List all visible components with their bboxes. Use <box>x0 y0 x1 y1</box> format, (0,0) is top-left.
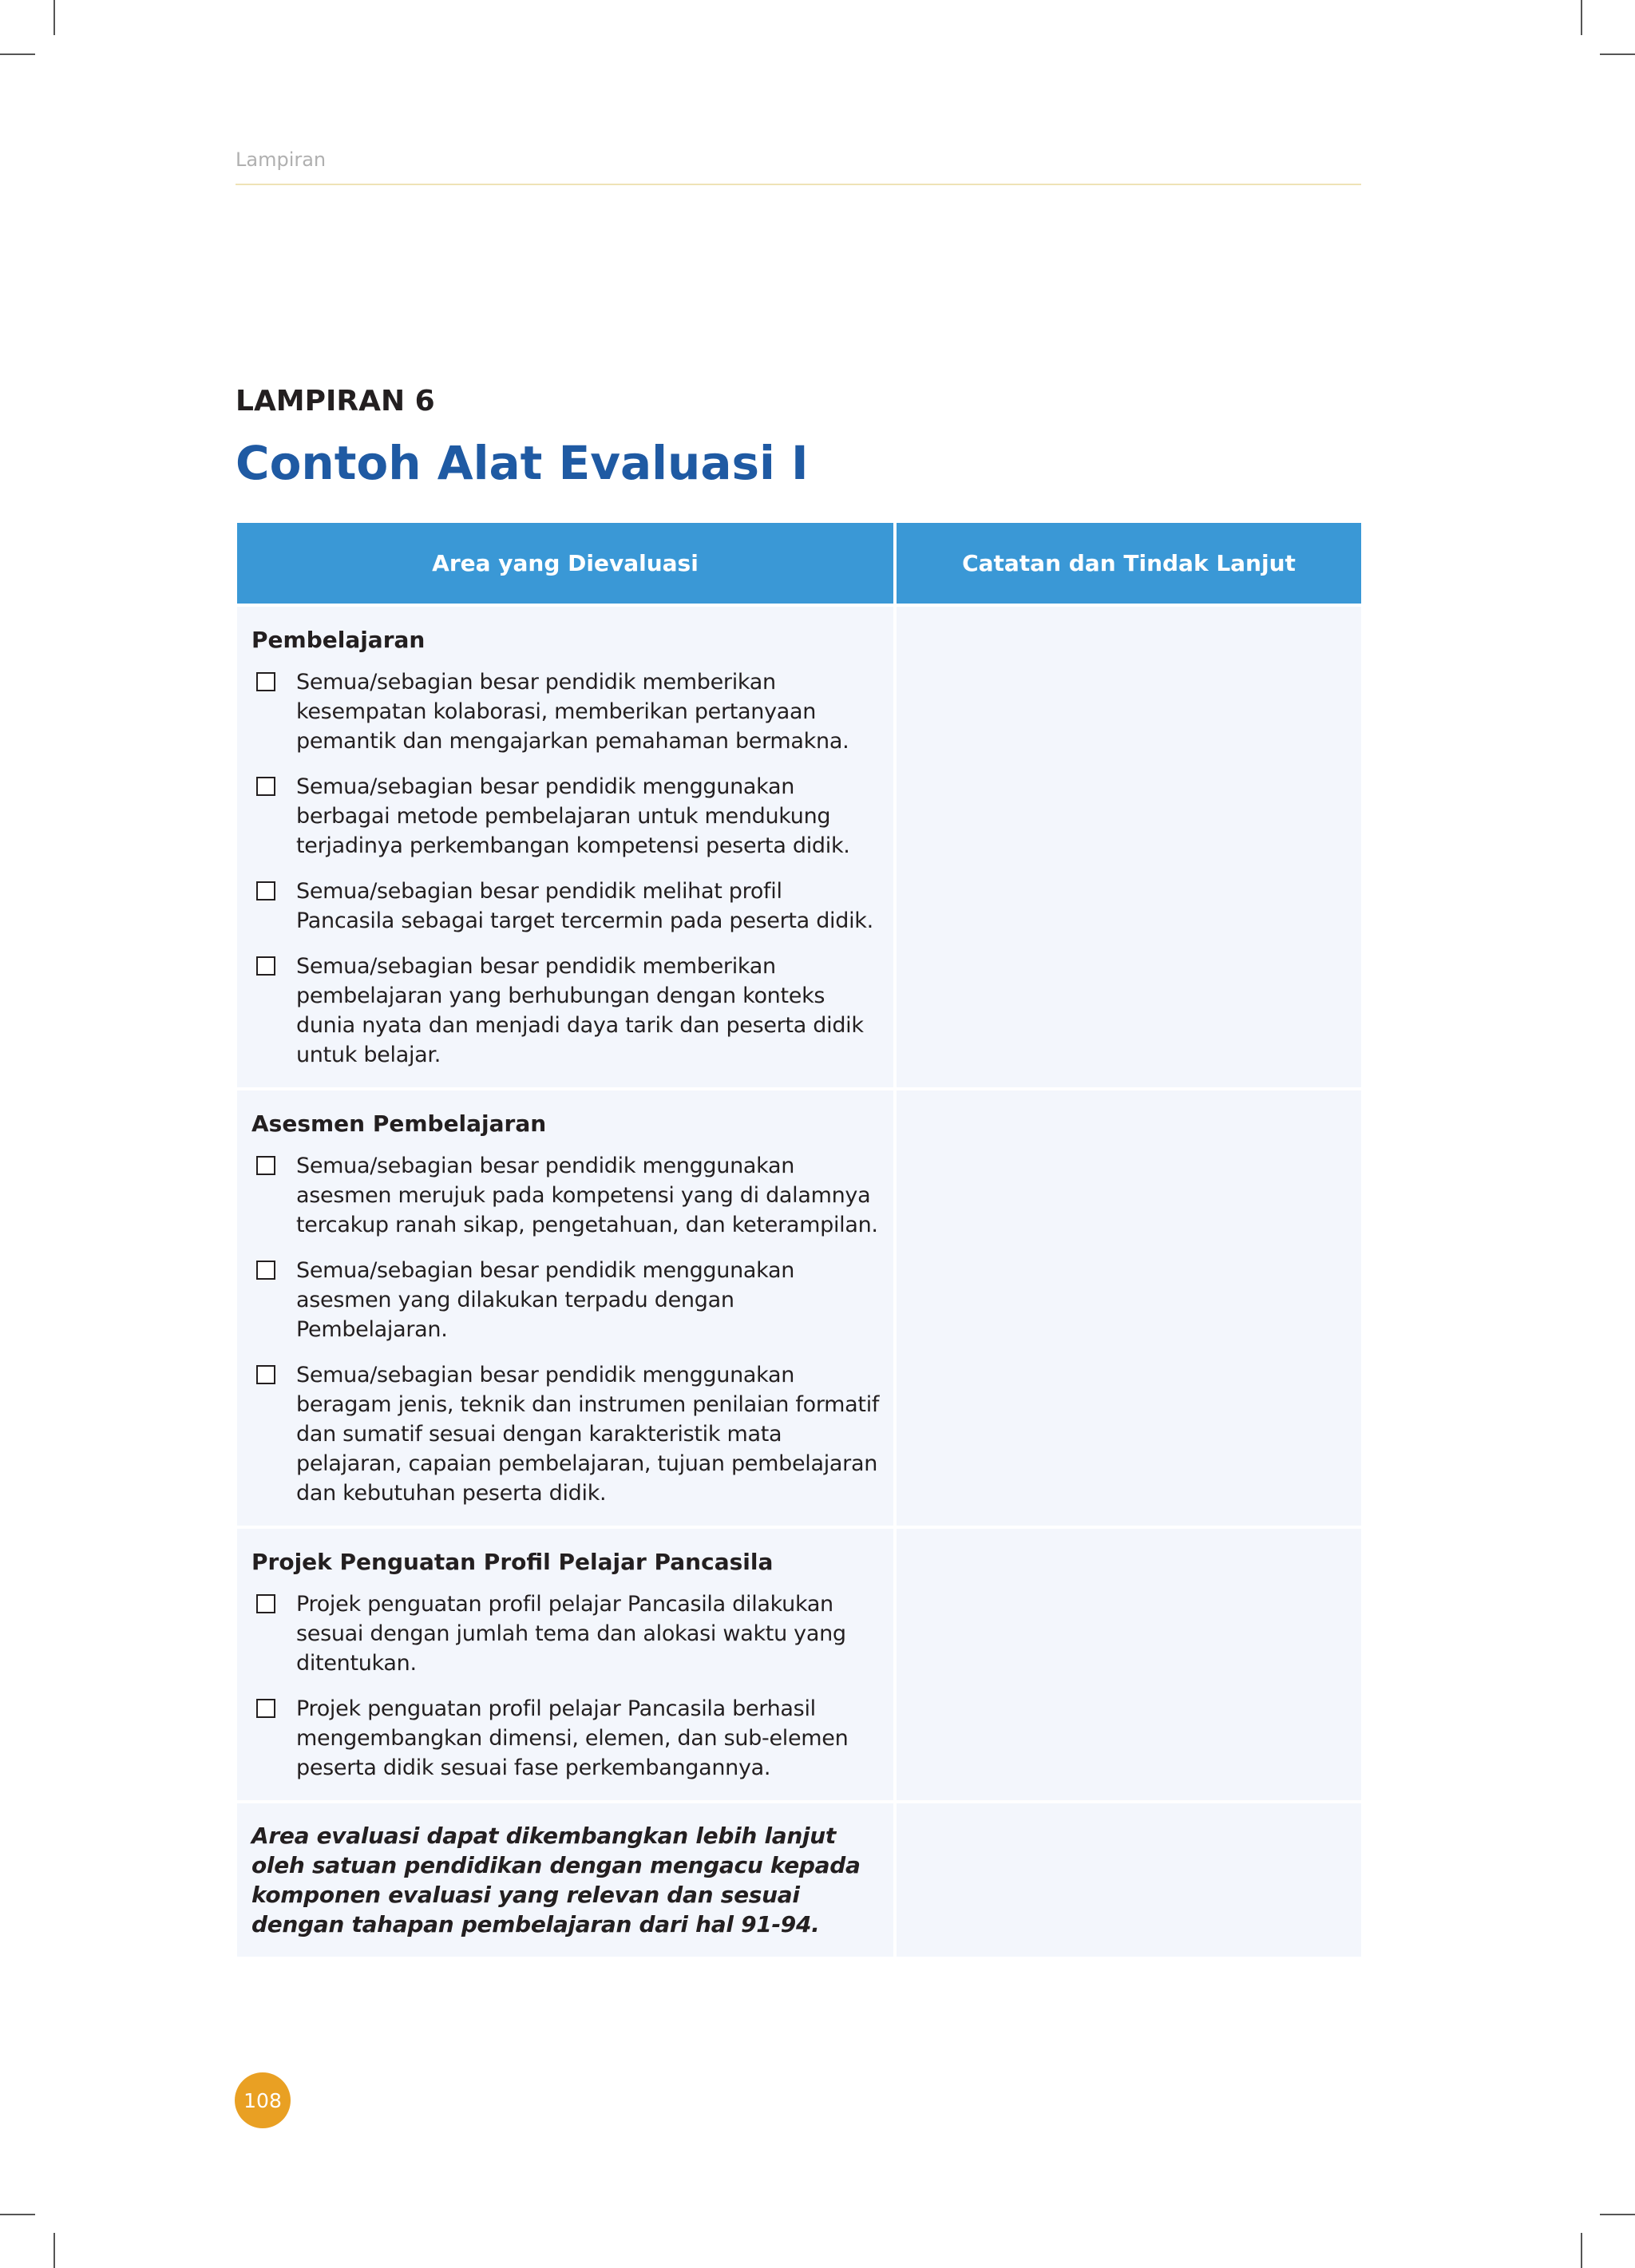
section-title: Pembelajaran <box>251 627 426 653</box>
crop-mark <box>1600 2214 1635 2215</box>
checkbox[interactable] <box>256 1594 275 1613</box>
page-title: Contoh Alat Evaluasi I <box>236 436 809 490</box>
notes-cell[interactable] <box>895 1802 1361 1957</box>
appendix-label: LAMPIRAN 6 <box>236 385 435 418</box>
notes-cell[interactable] <box>895 1527 1361 1802</box>
crop-mark <box>1600 53 1635 55</box>
crop-mark <box>1581 2233 1582 2268</box>
crop-mark <box>53 2233 55 2268</box>
checkbox[interactable] <box>256 1156 275 1175</box>
checklist-item <box>251 952 882 1070</box>
checklist-item-text: Semua/sebagian besar pendidik memberikan kesempatan kolaborasi, memberikan pertanyaan pemantik dan mengajarkan pemahaman bermakna. <box>296 670 849 754</box>
checkbox[interactable] <box>256 777 275 796</box>
header-rule <box>236 184 1361 185</box>
checklist-item <box>251 1694 882 1783</box>
page-number: 108 <box>235 2072 291 2128</box>
checklist-item <box>251 772 882 861</box>
checklist-item <box>251 1589 882 1678</box>
checklist-item-text: Semua/sebagian besar pendidik menggunakan berbagai metode pembelajaran untuk mendukung terjadinya perkembangan kompetensi peserta didik. <box>296 774 850 858</box>
table-note: Area evaluasi dapat dikembangkan lebih lanjut oleh satuan pendidikan dengan mengacu kepada komponen evaluasi yang relevan dan sesuai dengan tahapan pembelajaran dari hal 91-94. <box>251 1823 861 1937</box>
header-area: Area yang Dievaluasi <box>237 523 895 605</box>
section-title: Asesmen Pembelajaran <box>251 1110 547 1137</box>
table-header-row <box>237 523 1361 605</box>
checkbox[interactable] <box>256 881 275 900</box>
checklist-item-text: Semua/sebagian besar pendidik menggunakan asesmen yang dilakukan terpadu dengan Pembelajaran. <box>296 1258 795 1342</box>
crop-mark <box>0 2214 35 2215</box>
checklist-item <box>251 1256 882 1344</box>
table-row <box>237 1089 1361 1527</box>
area-cell <box>237 1089 895 1527</box>
checklist-item <box>251 667 882 756</box>
checkbox[interactable] <box>256 1261 275 1280</box>
section-title: Projek Penguatan Profil Pelajar Pancasila <box>251 1549 774 1575</box>
crop-mark <box>53 0 55 35</box>
checklist-item-text: Projek penguatan profil pelajar Pancasila berhasil mengembangkan dimensi, elemen, dan sub-elemen peserta didik sesuai fase perkembangannya. <box>296 1696 849 1780</box>
notes-cell[interactable] <box>895 605 1361 1089</box>
crop-mark <box>0 53 35 55</box>
area-cell <box>237 1527 895 1802</box>
table-row <box>237 1527 1361 1802</box>
area-cell <box>237 1802 895 1957</box>
checklist-item-text: Semua/sebagian besar pendidik menggunakan beragam jenis, teknik dan instrumen penilaian formatif dan sumatif sesuai dengan karakteristik mata pelajaran, capaian pembelajaran, tujuan pembelajaran dan kebutuhan peserta didik. <box>296 1363 880 1506</box>
checklist-item <box>251 877 882 936</box>
checklist-item <box>251 1360 882 1508</box>
checkbox[interactable] <box>256 1699 275 1718</box>
checkbox[interactable] <box>256 956 275 976</box>
table-row <box>237 1802 1361 1957</box>
table-row <box>237 605 1361 1089</box>
checklist-item-text: Projek penguatan profil pelajar Pancasila dilakukan sesuai dengan jumlah tema dan alokasi waktu yang ditentukan. <box>296 1592 846 1676</box>
checkbox[interactable] <box>256 1365 275 1384</box>
area-cell <box>237 605 895 1089</box>
notes-cell[interactable] <box>895 1089 1361 1527</box>
header-notes: Catatan dan Tindak Lanjut <box>895 523 1361 605</box>
checkbox[interactable] <box>256 672 275 691</box>
checklist-item-text: Semua/sebagian besar pendidik memberikan pembelajaran yang berhubungan dengan konteks dunia nyata dan menjadi daya tarik dan peserta didik untuk belajar. <box>296 954 864 1067</box>
running-head: Lampiran <box>236 148 327 171</box>
crop-mark <box>1581 0 1582 35</box>
evaluation-table <box>237 523 1361 1957</box>
checklist-item-text: Semua/sebagian besar pendidik menggunakan asesmen merujuk pada kompetensi yang di dalamnya tercakup ranah sikap, pengetahuan, dan keterampilan. <box>296 1154 878 1237</box>
checklist-item-text: Semua/sebagian besar pendidik melihat profil Pancasila sebagai target tercermin pada peserta didik. <box>296 879 873 933</box>
checklist-item <box>251 1151 882 1240</box>
